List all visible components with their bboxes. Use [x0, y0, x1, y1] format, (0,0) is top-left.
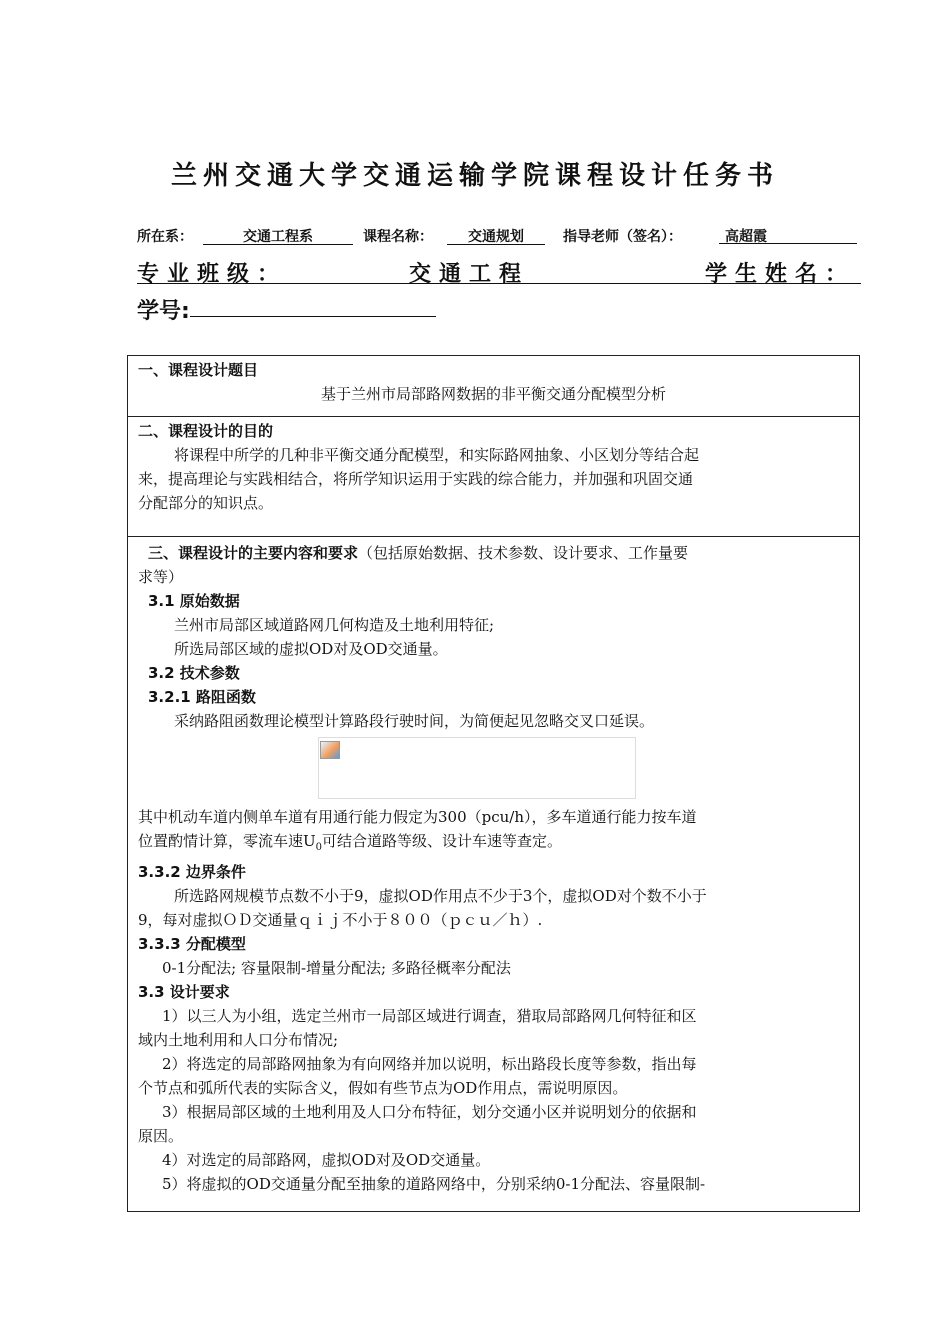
section-content-note-2: 求等） — [138, 568, 184, 586]
section-content-heading-line — [138, 541, 849, 565]
section-content — [128, 541, 859, 1196]
student-id-underline — [190, 316, 436, 317]
student-id-label: 学号: — [137, 299, 190, 324]
capacity-text-b: 可结合道路等级、设计车速等查定。 — [322, 832, 563, 850]
boundary-line-2: 9，每对虚拟ＯＤ交通量ｑｉｊ不小于８００（ｐｃｕ／ｈ）. — [138, 911, 543, 929]
requirement-line: 1）以三人为小组，选定兰州市一局部区域进行调查，猎取局部路网几何特征和区 — [162, 1007, 697, 1025]
divider — [128, 416, 859, 417]
student-name-label: 学生姓名： — [705, 262, 856, 287]
purpose-line: 来，提高理论与实践相结合，将所学知识运用于实践的综合能力，并加强和巩固交通 — [138, 470, 694, 488]
requirement-line: 4）对选定的局部路网，虚拟OD对及OD交通量。 — [162, 1151, 491, 1169]
boundary-line-1: 所选路网规模节点数不小于9，虚拟OD作用点不少于3个，虚拟OD对个数不小于 — [174, 887, 707, 905]
page-title: 兰州交通大学交通运输学院课程设计任务书 — [170, 161, 779, 191]
requirement-line: 域内土地利用和人口分布情况; — [138, 1031, 339, 1049]
heading-3-3-3: 3.3.3 分配模型 — [138, 935, 246, 953]
requirement-line: 个节点和弧所代表的实际含义，假如有些节点为OD作用点，需说明原因。 — [138, 1079, 628, 1097]
section-content-heading: 三、课程设计的主要内容和要求 — [148, 544, 359, 562]
course-info-row — [137, 226, 857, 246]
teacher-label: 指导老师（签名）： — [563, 229, 682, 245]
teacher-value: 高超霞 — [719, 226, 857, 244]
model-text: 0-1分配法; 容量限制-增量分配法; 多路径概率分配法 — [162, 959, 511, 977]
capacity-line-2 — [138, 829, 849, 860]
section-topic-text: 基于兰州市局部路网数据的非平衡交通分配模型分析 — [320, 385, 666, 403]
section-topic — [128, 358, 859, 406]
requirement-line: 原因。 — [138, 1127, 184, 1145]
divider — [128, 536, 859, 537]
section-purpose — [128, 419, 859, 515]
heading-3-2-1: 3.2.1 路阻函数 — [148, 688, 256, 706]
section-purpose-heading: 二、课程设计的目的 — [138, 422, 274, 440]
resistance-text: 采纳路阻函数理论模型计算路段行驶时间，为简便起见忽略交叉口延误。 — [174, 712, 655, 730]
heading-3-3: 3.3 设计要求 — [138, 983, 230, 1001]
course-label: 课程名称： — [363, 229, 433, 245]
course-value: 交通规划 — [447, 226, 545, 245]
capacity-text-a: 位置酌情计算，零流车速U — [138, 832, 316, 850]
section-topic-heading: 一、课程设计题目 — [138, 361, 259, 379]
requirement-line: 3）根据局部区域的土地利用及人口分布特征，划分交通小区并说明划分的依据和 — [162, 1103, 697, 1121]
heading-3-1: 3.1 原始数据 — [148, 592, 240, 610]
purpose-line: 分配部分的知识点。 — [138, 494, 274, 512]
major-label: 专业班级： — [137, 262, 288, 287]
major-row — [137, 257, 861, 287]
formula-image-placeholder — [318, 737, 636, 799]
dept-label: 所在系： — [137, 229, 193, 245]
task-table — [127, 355, 860, 1212]
purpose-line: 将课程中所学的几种非平衡交通分配模型，和实际路网抽象、小区划分等结合起 — [174, 446, 700, 464]
capacity-subscript: 0 — [315, 842, 323, 853]
requirement-line: 5）将虚拟的OD交通量分配至抽象的道路网络中，分别采纳0-1分配法、容量限制- — [162, 1175, 706, 1193]
dept-value: 交通工程系 — [203, 226, 353, 245]
broken-image-icon — [320, 741, 340, 759]
raw-data-line: 所选局部区域的虚拟OD对及OD交通量。 — [174, 640, 448, 658]
section-content-note: （包括原始数据、技术参数、设计要求、工作量要 — [358, 544, 689, 562]
major-value: 交通工程 — [409, 262, 530, 287]
raw-data-line: 兰州市局部区域道路网几何构造及土地利用特征; — [174, 616, 495, 634]
capacity-line-1: 其中机动车道内侧单车道有用通行能力假定为300（pcu/h），多车道通行能力按车道 — [138, 808, 697, 826]
heading-3-3-2: 3.3.2 边界条件 — [138, 863, 246, 881]
heading-3-2: 3.2 技术参数 — [148, 664, 240, 682]
requirement-line: 2）将选定的局部路网抽象为有向网络并加以说明，标出路段长度等参数，指出每 — [162, 1055, 697, 1073]
